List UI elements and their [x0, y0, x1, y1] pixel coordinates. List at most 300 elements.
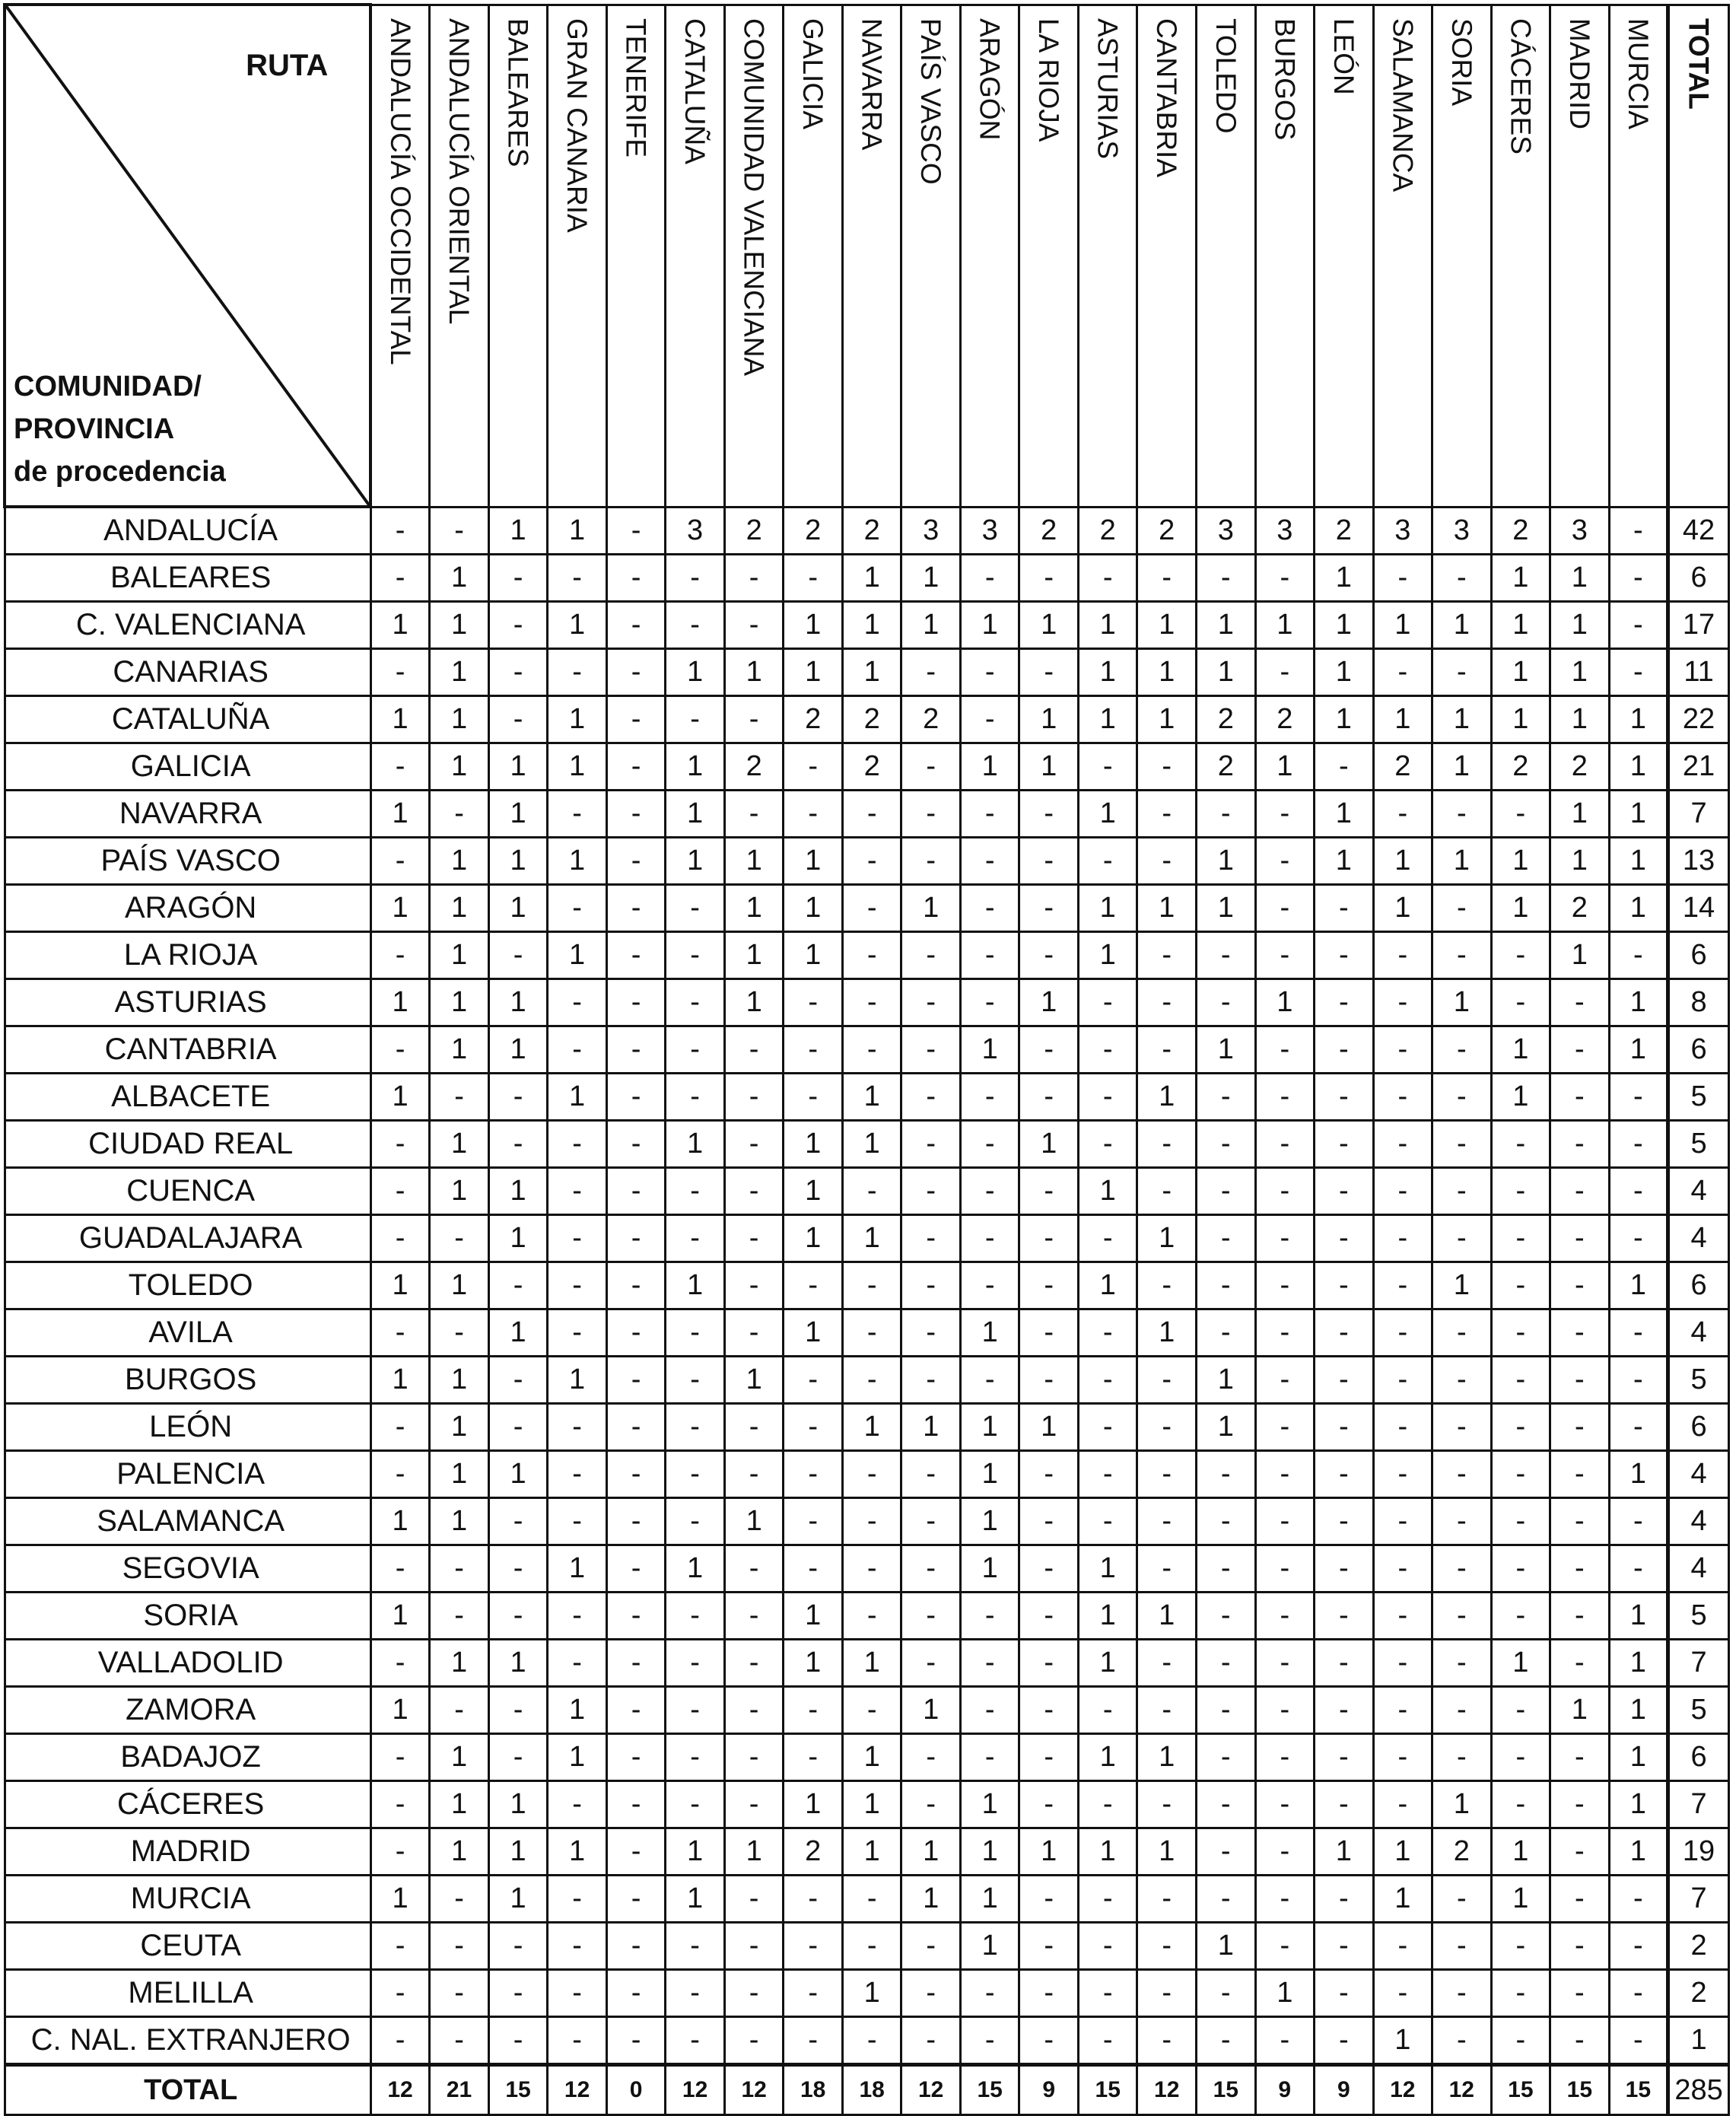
table-cell: - — [901, 1451, 961, 1498]
table-cell: - — [1491, 2017, 1550, 2065]
row-label: CANARIAS — [5, 649, 370, 696]
table-cell: - — [1491, 1498, 1550, 1545]
table-cell: 1 — [430, 602, 489, 649]
table-cell: - — [1609, 2017, 1668, 2065]
table-cell: 1 — [1432, 696, 1492, 743]
table-cell: - — [1078, 1451, 1137, 1498]
table-cell: 1 — [370, 1357, 430, 1404]
table-cell: 3 — [901, 507, 961, 555]
table-cell: - — [1137, 1876, 1197, 1923]
table-cell: - — [370, 1781, 430, 1828]
table-cell: - — [724, 1121, 784, 1168]
table-cell: - — [1197, 1781, 1256, 1828]
table-cell: 1 — [488, 1781, 548, 1828]
table-cell: - — [1550, 1074, 1610, 1121]
table-cell: - — [548, 979, 607, 1026]
table-cell: - — [1019, 1970, 1079, 2017]
table-cell: - — [666, 1026, 725, 1074]
column-header-label: SORIA — [1445, 18, 1477, 106]
table-cell: - — [1373, 1074, 1432, 1121]
table-cell: - — [1491, 1404, 1550, 1451]
table-cell: - — [724, 2017, 784, 2065]
table-cell: - — [1432, 1734, 1492, 1781]
table-cell: - — [1315, 1876, 1374, 1923]
table-cell: - — [370, 743, 430, 791]
totals-row — [5, 2065, 1729, 2115]
row-label: C. VALENCIANA — [5, 602, 370, 649]
table-cell: 1 — [488, 743, 548, 791]
column-header-label: COMUNIDAD VALENCIANA — [738, 18, 770, 376]
table-row — [5, 1970, 1729, 2017]
table-cell: 1 — [1078, 696, 1137, 743]
table-cell: - — [960, 932, 1019, 979]
table-cell: - — [901, 1781, 961, 1828]
table-cell: 1 — [901, 602, 961, 649]
table-cell: 1 — [548, 743, 607, 791]
table-cell: - — [1609, 932, 1668, 979]
table-cell: 1 — [960, 1876, 1019, 1923]
table-cell: 2 — [1197, 743, 1256, 791]
table-cell: - — [1255, 1309, 1315, 1357]
table-cell: 1 — [1373, 838, 1432, 885]
table-cell: - — [1019, 649, 1079, 696]
table-cell: - — [548, 649, 607, 696]
table-cell: 1 — [430, 885, 489, 932]
table-cell: - — [1137, 979, 1197, 1026]
table-cell: - — [1137, 1640, 1197, 1687]
table-cell: - — [724, 1970, 784, 2017]
table-cell: 1 — [960, 1404, 1019, 1451]
table-cell: 1 — [1550, 838, 1610, 885]
table-cell: 1 — [1609, 743, 1668, 791]
table-cell: - — [901, 1262, 961, 1309]
row-label: SEGOVIA — [5, 1545, 370, 1593]
table-cell: 1 — [1609, 696, 1668, 743]
table-cell: - — [1432, 1026, 1492, 1074]
table-cell: - — [1491, 1121, 1550, 1168]
table-cell: - — [370, 1828, 430, 1876]
table-cell: 1 — [488, 838, 548, 885]
table-cell: - — [901, 1498, 961, 1545]
table-cell: - — [1609, 1168, 1668, 1215]
table-row — [5, 1640, 1729, 1687]
table-cell: 1 — [724, 979, 784, 1026]
table-cell: 1 — [1197, 1026, 1256, 1074]
table-cell: - — [1550, 979, 1610, 1026]
table-cell: - — [1550, 1357, 1610, 1404]
table-cell: - — [548, 1309, 607, 1357]
table-cell: - — [960, 696, 1019, 743]
table-cell: - — [1373, 1970, 1432, 2017]
column-header-label: GALICIA — [797, 18, 829, 129]
table-cell: - — [1373, 1309, 1432, 1357]
table-cell: - — [606, 555, 666, 602]
table-cell: - — [1019, 1215, 1079, 1262]
table-cell: 1 — [370, 885, 430, 932]
table-cell: 21 — [430, 2065, 489, 2115]
table-row — [5, 791, 1729, 838]
table-cell: - — [488, 1923, 548, 1970]
row-label: ZAMORA — [5, 1687, 370, 1734]
table-cell: - — [960, 791, 1019, 838]
table-cell: - — [1491, 1309, 1550, 1357]
table-cell: - — [724, 1687, 784, 1734]
table-cell: - — [842, 791, 901, 838]
table-cell: - — [1432, 1876, 1492, 1923]
row-total-cell: 6 — [1668, 1026, 1729, 1074]
table-cell: - — [724, 1074, 784, 1121]
table-cell: - — [606, 2017, 666, 2065]
table-cell: 9 — [1255, 2065, 1315, 2115]
table-cell: - — [1550, 1404, 1610, 1451]
table-cell: - — [1373, 1923, 1432, 1970]
column-header-label: CATALUÑA — [679, 18, 711, 164]
column-header — [1019, 5, 1079, 507]
table-cell: 1 — [1550, 1687, 1610, 1734]
table-cell: 1 — [370, 791, 430, 838]
table-cell: - — [1550, 1640, 1610, 1687]
table-cell: - — [1197, 1074, 1256, 1121]
table-cell: - — [960, 649, 1019, 696]
table-cell: - — [548, 1168, 607, 1215]
table-cell: - — [1315, 1923, 1374, 1970]
table-cell: - — [1315, 1404, 1374, 1451]
row-total-cell: 2 — [1668, 1970, 1729, 2017]
table-cell: - — [1550, 1923, 1610, 1970]
row-total-cell: 5 — [1668, 1121, 1729, 1168]
table-cell: - — [606, 791, 666, 838]
table-cell: 1 — [724, 885, 784, 932]
table-cell: 12 — [1137, 2065, 1197, 2115]
table-cell: - — [784, 1876, 843, 1923]
row-label: LA RIOJA — [5, 932, 370, 979]
table-cell: - — [1255, 1451, 1315, 1498]
column-header — [1550, 5, 1610, 507]
table-cell: - — [1315, 979, 1374, 1026]
table-cell: - — [901, 932, 961, 979]
row-total-cell: 5 — [1668, 1687, 1729, 1734]
table-cell: 1 — [1078, 1262, 1137, 1309]
table-cell: - — [1315, 1026, 1374, 1074]
row-label: CUENCA — [5, 1168, 370, 1215]
header-row — [5, 5, 1729, 507]
table-cell: - — [901, 1357, 961, 1404]
row-label: CATALUÑA — [5, 696, 370, 743]
table-cell: - — [842, 1876, 901, 1923]
table-cell: 1 — [784, 1168, 843, 1215]
table-cell: - — [1315, 1593, 1374, 1640]
table-cell: - — [606, 1876, 666, 1923]
table-cell: - — [1255, 1404, 1315, 1451]
table-cell: 1 — [430, 649, 489, 696]
table-cell: 1 — [1491, 1074, 1550, 1121]
table-row — [5, 932, 1729, 979]
table-cell: - — [784, 1262, 843, 1309]
table-cell: - — [960, 1734, 1019, 1781]
table-cell: - — [1550, 1545, 1610, 1593]
table-row — [5, 1781, 1729, 1828]
table-cell: - — [901, 1026, 961, 1074]
table-row — [5, 1923, 1729, 1970]
table-row — [5, 1215, 1729, 1262]
table-cell: 1 — [488, 1026, 548, 1074]
table-cell: - — [1078, 1215, 1137, 1262]
column-header — [488, 5, 548, 507]
table-cell: 1 — [488, 1640, 548, 1687]
table-cell: 3 — [1432, 507, 1492, 555]
table-cell: - — [1197, 2017, 1256, 2065]
table-cell: - — [606, 1687, 666, 1734]
table-cell: 1 — [1019, 696, 1079, 743]
table-row — [5, 1687, 1729, 1734]
table-cell: - — [1491, 1545, 1550, 1593]
table-cell: 1 — [1255, 979, 1315, 1026]
table-row — [5, 1734, 1729, 1781]
table-cell: 1 — [1491, 885, 1550, 932]
table-cell: 12 — [901, 2065, 961, 2115]
table-cell: 2 — [901, 696, 961, 743]
row-label: MADRID — [5, 1828, 370, 1876]
table-cell: - — [1255, 1026, 1315, 1074]
table-cell: - — [1491, 1262, 1550, 1309]
table-cell: - — [724, 1168, 784, 1215]
table-cell: 1 — [1137, 1593, 1197, 1640]
table-cell: - — [370, 1121, 430, 1168]
table-cell: 15 — [1550, 2065, 1610, 2115]
table-cell: 1 — [430, 1121, 489, 1168]
table-cell: 1 — [842, 602, 901, 649]
table-cell: - — [1197, 1876, 1256, 1923]
table-cell: 1 — [960, 1923, 1019, 1970]
table-cell: - — [1078, 743, 1137, 791]
table-cell: 18 — [784, 2065, 843, 2115]
table-cell: 1 — [548, 696, 607, 743]
table-cell: 2 — [1491, 507, 1550, 555]
table-cell: - — [1078, 1876, 1137, 1923]
table-cell: 1 — [548, 507, 607, 555]
table-cell: - — [784, 1451, 843, 1498]
column-header-label: TOLEDO — [1210, 18, 1242, 133]
table-cell: - — [1255, 1734, 1315, 1781]
table-cell: - — [1491, 979, 1550, 1026]
table-cell: - — [724, 1026, 784, 1074]
table-cell: 9 — [1315, 2065, 1374, 2115]
table-row — [5, 1404, 1729, 1451]
table-cell: - — [606, 1404, 666, 1451]
table-cell: - — [666, 602, 725, 649]
table-cell: - — [1078, 1309, 1137, 1357]
table-row — [5, 979, 1729, 1026]
table-cell: - — [1255, 555, 1315, 602]
row-total-cell: 4 — [1668, 1545, 1729, 1593]
table-cell: 0 — [606, 2065, 666, 2115]
table-cell: - — [606, 1168, 666, 1215]
table-cell: 1 — [1197, 1357, 1256, 1404]
table-cell: - — [724, 1451, 784, 1498]
table-cell: - — [1019, 555, 1079, 602]
table-cell: - — [1315, 1357, 1374, 1404]
table-cell: 1 — [1491, 1876, 1550, 1923]
row-total-cell: 7 — [1668, 1640, 1729, 1687]
table-cell: - — [1197, 791, 1256, 838]
table-cell: - — [370, 932, 430, 979]
table-cell: - — [901, 1545, 961, 1593]
row-label: GALICIA — [5, 743, 370, 791]
table-cell: 1 — [724, 838, 784, 885]
table-cell: - — [1078, 1687, 1137, 1734]
column-header — [430, 5, 489, 507]
table-cell: 1 — [1491, 649, 1550, 696]
table-cell: - — [1373, 979, 1432, 1026]
row-total-cell: 4 — [1668, 1168, 1729, 1215]
table-cell: 1 — [842, 1640, 901, 1687]
table-row — [5, 1309, 1729, 1357]
table-row — [5, 743, 1729, 791]
table-cell: - — [430, 1923, 489, 1970]
column-header — [901, 5, 961, 507]
column-header-label: ARAGÓN — [974, 18, 1006, 140]
table-cell: 1 — [1491, 1026, 1550, 1074]
table-cell: - — [430, 791, 489, 838]
table-cell: 1 — [666, 1545, 725, 1593]
table-cell: 1 — [842, 1404, 901, 1451]
table-cell: - — [488, 1970, 548, 2017]
table-cell: 1 — [960, 1545, 1019, 1593]
table-cell: - — [1315, 1074, 1374, 1121]
table-cell: - — [1078, 1970, 1137, 2017]
table-cell: 1 — [960, 1498, 1019, 1545]
table-cell: - — [370, 1734, 430, 1781]
table-cell: - — [666, 1781, 725, 1828]
table-cell: 2 — [784, 1828, 843, 1876]
table-cell: 1 — [1078, 1593, 1137, 1640]
table-cell: 2 — [1019, 507, 1079, 555]
table-cell: 1 — [548, 1545, 607, 1593]
table-cell: 3 — [1197, 507, 1256, 555]
table-cell: 1 — [842, 1215, 901, 1262]
table-row — [5, 1593, 1729, 1640]
table-cell: - — [1432, 1498, 1492, 1545]
table-row — [5, 1121, 1729, 1168]
table-cell: 1 — [901, 1404, 961, 1451]
table-cell: - — [1019, 791, 1079, 838]
table-cell: - — [370, 838, 430, 885]
table-cell: - — [1137, 1451, 1197, 1498]
table-cell: 1 — [960, 1309, 1019, 1357]
table-cell: - — [666, 885, 725, 932]
column-header-label: MURCIA — [1622, 18, 1654, 129]
table-cell: 15 — [960, 2065, 1019, 2115]
table-cell: - — [666, 1451, 725, 1498]
table-cell: - — [1019, 1593, 1079, 1640]
table-cell: 1 — [1609, 1734, 1668, 1781]
table-cell: - — [1432, 1357, 1492, 1404]
table-cell: - — [1373, 649, 1432, 696]
table-cell: 2 — [1078, 507, 1137, 555]
corner-cell — [5, 5, 370, 507]
column-header-label: BURGOS — [1269, 18, 1301, 140]
table-cell: - — [430, 1876, 489, 1923]
table-cell: - — [606, 507, 666, 555]
table-row — [5, 507, 1729, 555]
column-header — [1255, 5, 1315, 507]
table-cell: - — [1019, 1876, 1079, 1923]
table-cell: 1 — [960, 1828, 1019, 1876]
table-cell: - — [1078, 2017, 1137, 2065]
table-cell: 15 — [488, 2065, 548, 2115]
table-cell: - — [370, 1404, 430, 1451]
table-cell: - — [1197, 1262, 1256, 1309]
table-cell: 2 — [842, 743, 901, 791]
table-cell: - — [901, 1121, 961, 1168]
table-cell: - — [960, 1357, 1019, 1404]
table-cell: 15 — [1197, 2065, 1256, 2115]
table-cell: - — [1432, 791, 1492, 838]
table-cell: - — [960, 1215, 1019, 1262]
table-cell: - — [1550, 2017, 1610, 2065]
table-cell: - — [1078, 1121, 1137, 1168]
table-cell: 1 — [1373, 602, 1432, 649]
table-cell: 1 — [1550, 791, 1610, 838]
table-cell: - — [1137, 932, 1197, 979]
table-cell: - — [1078, 1923, 1137, 1970]
table-cell: 1 — [1373, 2017, 1432, 2065]
table-cell: - — [666, 2017, 725, 2065]
row-label: ASTURIAS — [5, 979, 370, 1026]
table-cell: 1 — [1197, 838, 1256, 885]
table-cell: - — [901, 1640, 961, 1687]
table-cell: - — [842, 1687, 901, 1734]
table-cell: 1 — [724, 932, 784, 979]
table-cell: - — [1255, 1262, 1315, 1309]
table-cell: 1 — [1019, 1828, 1079, 1876]
row-total-cell: 4 — [1668, 1451, 1729, 1498]
table-cell: - — [606, 696, 666, 743]
column-header-label: NAVARRA — [856, 18, 888, 150]
table-cell: - — [1315, 1451, 1374, 1498]
table-cell: - — [1137, 791, 1197, 838]
table-cell: 1 — [1255, 743, 1315, 791]
table-cell: - — [724, 1262, 784, 1309]
table-cell: 1 — [666, 791, 725, 838]
table-cell: - — [1609, 1923, 1668, 1970]
table-cell: 1 — [724, 1498, 784, 1545]
table-cell: 1 — [842, 1828, 901, 1876]
table-cell: - — [901, 1593, 961, 1640]
column-header-label: TENERIFE — [620, 18, 652, 158]
table-cell: - — [1255, 1828, 1315, 1876]
table-cell: - — [1255, 932, 1315, 979]
table-cell: - — [1491, 1168, 1550, 1215]
table-cell: - — [666, 1640, 725, 1687]
table-cell: - — [370, 649, 430, 696]
table-cell: - — [1373, 1498, 1432, 1545]
table-cell: - — [1550, 1593, 1610, 1640]
table-cell: - — [1432, 1593, 1492, 1640]
table-cell: - — [1078, 979, 1137, 1026]
table-cell: - — [1491, 1687, 1550, 1734]
table-cell: - — [370, 1970, 430, 2017]
table-cell: - — [1609, 507, 1668, 555]
table-cell: 1 — [1197, 1404, 1256, 1451]
table-cell: - — [1137, 1404, 1197, 1451]
table-cell: - — [724, 1734, 784, 1781]
column-header — [548, 5, 607, 507]
table-cell: - — [1609, 602, 1668, 649]
table-cell: - — [724, 555, 784, 602]
table-cell: - — [548, 1876, 607, 1923]
table-cell: 1 — [430, 932, 489, 979]
